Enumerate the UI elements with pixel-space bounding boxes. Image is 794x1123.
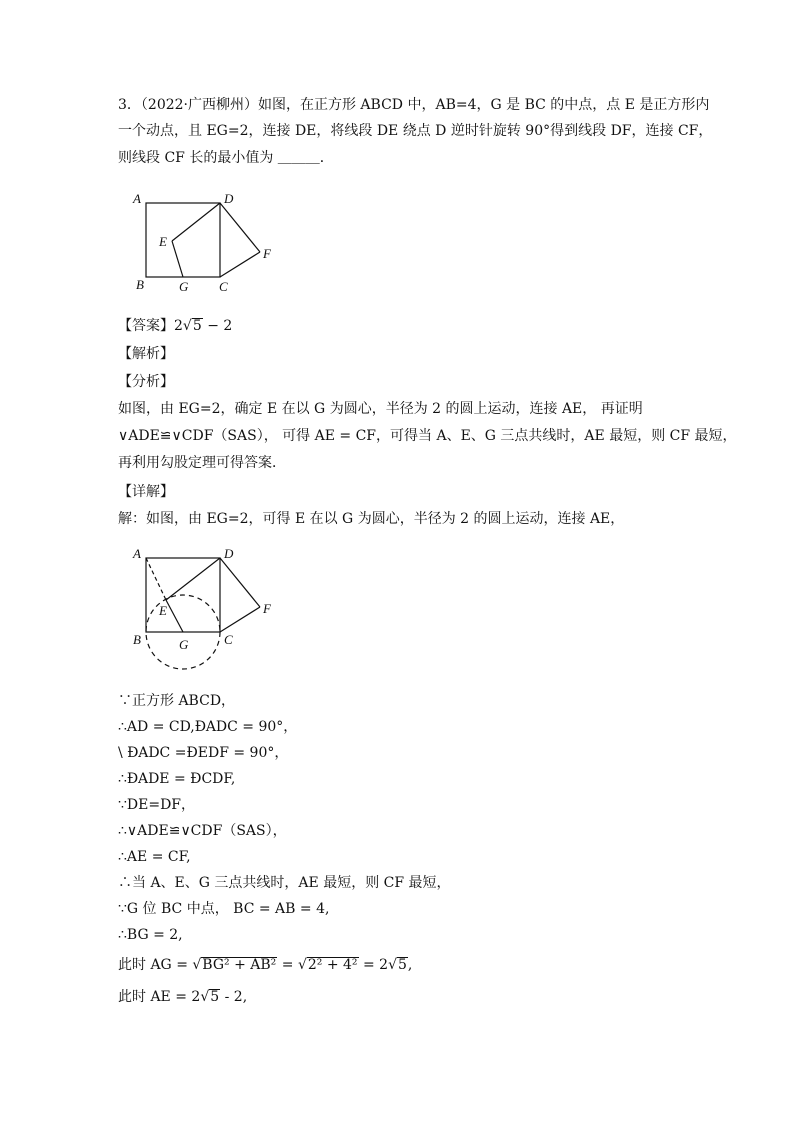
step-line: ∴AE = CF,: [118, 849, 191, 865]
step-line: ∴当 A、E、G 三点共线时，AE 最短，则 CF 最短，: [118, 875, 451, 891]
label-f: F: [263, 246, 271, 261]
label-a: A: [133, 191, 141, 206]
segment-de: [172, 203, 220, 241]
analysis-sub-heading: 【分析】: [118, 374, 174, 390]
question-line-1: 3．（2022·广西柳州）如图，在正方形 ABCD 中，AB=4，G 是 BC 的中点，点 E 是正方形内: [118, 97, 710, 113]
segment-df: [220, 203, 260, 252]
figure-2: [130, 543, 290, 678]
label-c: C: [219, 279, 228, 294]
ae-prefix: 此时 AE = 2: [118, 989, 201, 1005]
answer-tail: − 2: [202, 318, 233, 334]
label-e: E: [159, 603, 167, 618]
step-line: ∴BG = 2,: [118, 927, 183, 943]
label-c: C: [224, 632, 233, 647]
ag-end: ,: [407, 957, 413, 973]
step-line: \ ÐADC =ÐEDF = 90°，: [118, 745, 289, 761]
analysis-line-2: ∨ADE≌∨CDF（SAS）， 可得 AE = CF，可得当 A、E、G 三点共线时，AE 最短，则 CF 最短，: [118, 428, 737, 444]
figure-1: [130, 188, 290, 298]
ae-end: - 2,: [220, 989, 248, 1005]
question-line-2: 一个动点，且 EG=2，连接 DE，将线段 DE 绕点 D 逆时针旋转 90°得到线段 DF，连接 CF，: [118, 123, 713, 139]
question-line-3: 则线段 CF 长的最小值为 ＿＿＿．: [118, 150, 334, 166]
label-g: G: [179, 279, 189, 294]
step-line: ∵正方形 ABCD，: [118, 693, 236, 709]
analysis-line-1: 如图，由 EG=2，确定 E 在以 G 为圆心，半径为 2 的圆上运动，连接 AE， 再证明: [118, 401, 643, 417]
segment-cf: [220, 252, 260, 277]
ae-equation-line: 此时 AE = 2√5 - 2,: [118, 989, 248, 1005]
segment-eg: [172, 241, 183, 277]
answer-heading: 【答案】: [118, 318, 174, 334]
segment-ae-dashed: [146, 558, 166, 600]
analysis-line-3: 再利用勾股定理可得答案．: [118, 455, 286, 471]
label-b: B: [133, 632, 141, 647]
ae-radical: 5: [210, 989, 220, 1005]
segment-de: [166, 558, 220, 600]
label-e: E: [159, 234, 167, 249]
label-a: A: [133, 546, 141, 561]
label-d: D: [224, 546, 234, 561]
square-abcd: [146, 203, 220, 277]
segment-df: [220, 558, 260, 607]
ag-equation-line: 此时 AG = √BG² + AB² = √2² + 4² = 2√5,: [118, 957, 413, 973]
answer-line: 【答案】2√5 − 2: [118, 318, 233, 334]
label-b: B: [136, 277, 144, 292]
analysis-heading: 【解析】: [118, 346, 174, 362]
ag-eq-2: = 2: [358, 957, 389, 973]
step-line: ∴AD = CD,ÐADC = 90°，: [118, 719, 298, 735]
detail-heading: 【详解】: [118, 484, 174, 500]
label-d: D: [224, 191, 234, 206]
answer-coef: 2: [174, 318, 183, 334]
ag-prefix: 此时 AG =: [118, 957, 193, 973]
step-line: ∴ÐADE = ÐCDF,: [118, 771, 236, 787]
answer-radicand: 5: [192, 318, 202, 334]
ag-radical-2: 2² + 4²: [307, 957, 358, 973]
segment-cf: [220, 607, 260, 632]
ag-radical-1: BG² + AB²: [202, 957, 277, 973]
segment-eg: [166, 600, 183, 632]
step-line: ∵DE=DF，: [118, 797, 196, 813]
label-f: F: [263, 601, 271, 616]
detail-line-1: 解：如图，由 EG=2，可得 E 在以 G 为圆心，半径为 2 的圆上运动，连接 AE，: [118, 511, 625, 527]
ag-eq: =: [277, 957, 298, 973]
label-g: G: [179, 637, 189, 652]
step-line: ∵G 位 BC 中点， BC = AB = 4,: [118, 901, 330, 917]
ag-radical-3: 5: [398, 957, 407, 973]
step-line: ∴∨ADE≌∨CDF（SAS），: [118, 823, 287, 839]
